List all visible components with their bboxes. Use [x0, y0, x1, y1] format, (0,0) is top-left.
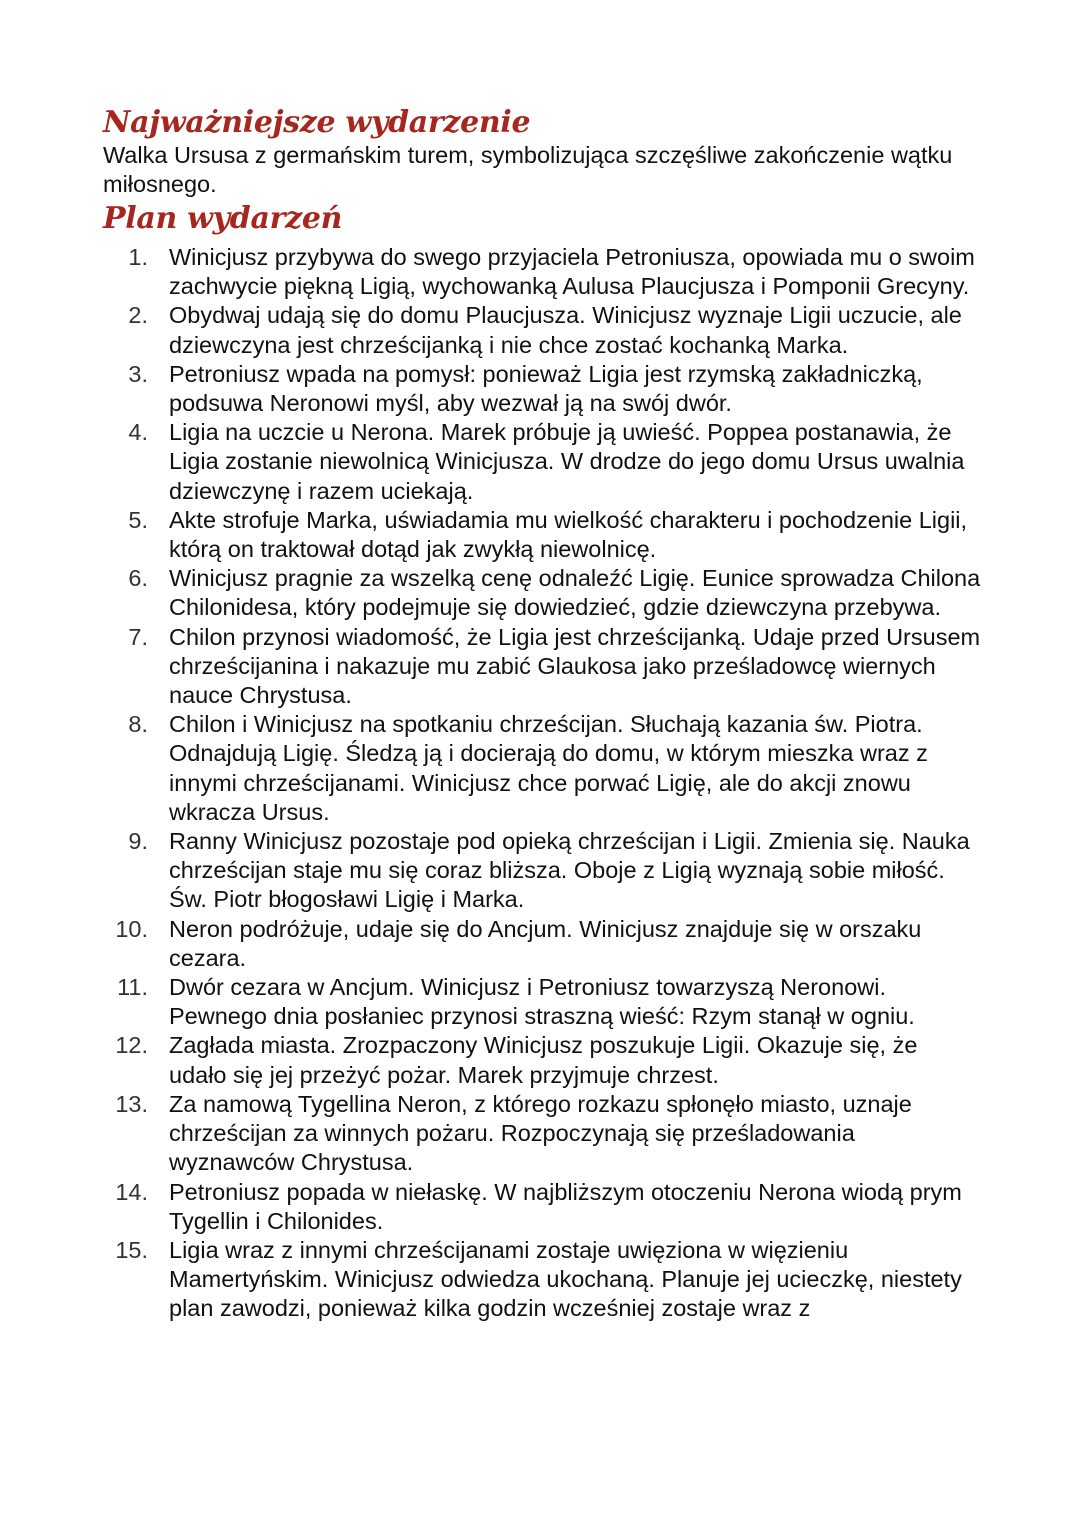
plan-item-text: Neron podróżuje, udaje się do Ancjum. Winicjusz znajduje się w orszaku cezara.	[169, 915, 922, 971]
plan-item-text: Ranny Winicjusz pozostaje pod opieką chrześcijan i Ligii. Zmienia się. Nauka chrześcijan staje mu się coraz bliższa. Oboje z Ligią wyznają sobie miłość. Św. Piotr błogosławi Ligię i Marka.	[169, 828, 970, 913]
plan-item-number: 4.	[128, 419, 148, 446]
plan-item	[103, 915, 981, 973]
plan-item-number: 15.	[115, 1236, 148, 1263]
plan-item-number: 1.	[128, 244, 148, 270]
plan-item	[103, 506, 981, 564]
plan-item-text: Chilon przynosi wiadomość, że Ligia jest chrześcijanką. Udaje przed Ursusem chrześcijanina i nakazuje mu zabić Glaukosa jako prześladowcę wiernych nauce Chrystusa.	[169, 623, 981, 709]
plan-item	[103, 243, 981, 301]
plan-item-number: 6.	[128, 565, 148, 592]
plan-item-text: Akte strofuje Marka, uświadamia mu wielkość charakteru i pochodzenie Ligii, którą on traktował dotąd jak zwykłą niewolnicę.	[169, 506, 968, 563]
plan-item-number: 5.	[128, 506, 148, 533]
plan-item	[103, 564, 981, 622]
plan-item-number: 12.	[115, 1032, 148, 1059]
plan-item-text: Obydwaj udają się do domu Plaucjusza. Winicjusz wyznaje Ligii uczucie, ale dziewczyna jest chrześcijanką i nie chce zostać kochanką Marka.	[169, 302, 962, 358]
plan-item-text: Petroniusz popada w niełaskę. W najbliższym otoczeniu Nerona wiodą prym Tygellin i Chilonides.	[169, 1178, 962, 1234]
plan-item	[103, 418, 981, 506]
plan-item-number: 11.	[117, 974, 148, 1001]
plan-item	[103, 1090, 981, 1178]
plan-item	[103, 1236, 981, 1324]
plan-item-number: 9.	[128, 828, 148, 855]
plan-item-number: 2.	[128, 302, 148, 329]
plan-item-number: 3.	[128, 360, 148, 387]
plan-item-number: 8.	[128, 711, 148, 738]
plan-item	[103, 973, 981, 1031]
plan-item-text: Winicjusz przybywa do swego przyjaciela Petroniusza, opowiada mu o swoim zachwycie piękną Ligią, wychowanką Aulusa Plaucjusza i Pomponii Grecyny.	[169, 244, 975, 300]
plan-item	[103, 1031, 981, 1089]
plan-item-text: Ligia wraz z innymi chrześcijanami zostaje uwięziona w więzieniu Mamertyńskim. Winicjusz odwiedza ukochaną. Planuje jej ucieczkę, niestety plan zawodzi, ponieważ kilka godzin wcześniej zostaje wraz z	[169, 1236, 962, 1322]
plan-item-number: 7.	[128, 623, 148, 650]
plan-item	[103, 623, 981, 711]
plan-item-text: Ligia na uczcie u Nerona. Marek próbuje ją uwieść. Poppea postanawia, że Ligia zostanie niewolnicą Winicjusza. W drodze do jego domu Ursus uwalnia dziewczynę i razem uciekają.	[169, 419, 965, 504]
plan-item-number: 14.	[115, 1178, 148, 1205]
heading-key-event: Najważniejsze wydarzenie	[103, 105, 531, 140]
plan-item	[103, 710, 981, 827]
event-plan-list	[103, 243, 983, 1324]
plan-item	[103, 360, 981, 418]
document-page	[103, 105, 983, 1324]
plan-item-text: Chilon i Winicjusz na spotkaniu chrześcijan. Słuchają kazania św. Piotra. Odnajdują Ligię. Śledzą ją i docierają do domu, w którym mieszka wraz z innymi chrześcijanami. Winicjusz chce porwać Ligię, ale do akcji znowu wkracza Ursus.	[169, 711, 928, 825]
plan-item-text: Za namową Tygellina Neron, z którego rozkazu spłonęło miasto, uznaje chrześcijan za winnych pożaru. Rozpoczynają się prześladowania wyznawców Chrystusa.	[169, 1090, 912, 1176]
key-event-text: Walka Ursusa z germańskim turem, symbolizująca szczęśliwe zakończenie wątku miłosnego.	[103, 142, 953, 197]
plan-item-text: Petroniusz wpada na pomysł: ponieważ Ligia jest rzymską zakładniczką, podsuwa Neronowi myśl, aby wezwał ją na swój dwór.	[169, 360, 923, 417]
plan-item	[103, 1178, 981, 1236]
plan-item-number: 10.	[115, 915, 148, 942]
plan-item	[103, 827, 981, 915]
plan-item-number: 13.	[115, 1090, 148, 1117]
plan-item-text: Dwór cezara w Ancjum. Winicjusz i Petroniusz towarzyszą Neronowi. Pewnego dnia posłaniec przynosi straszną wieść: Rzym stanął w ogniu.	[169, 974, 915, 1030]
plan-item	[103, 301, 981, 359]
plan-item-text: Winicjusz pragnie za wszelką cenę odnaleźć Ligię. Eunice sprowadza Chilona Chilonidesa, który podejmuje się dowiedzieć, gdzie dziewczyna przebywa.	[169, 565, 981, 621]
plan-item-text: Zagłada miasta. Zrozpaczony Winicjusz poszukuje Ligii. Okazuje się, że udało się jej przeżyć pożar. Marek przyjmuje chrzest.	[169, 1032, 918, 1088]
heading-event-plan: Plan wydarzeń	[103, 201, 343, 236]
